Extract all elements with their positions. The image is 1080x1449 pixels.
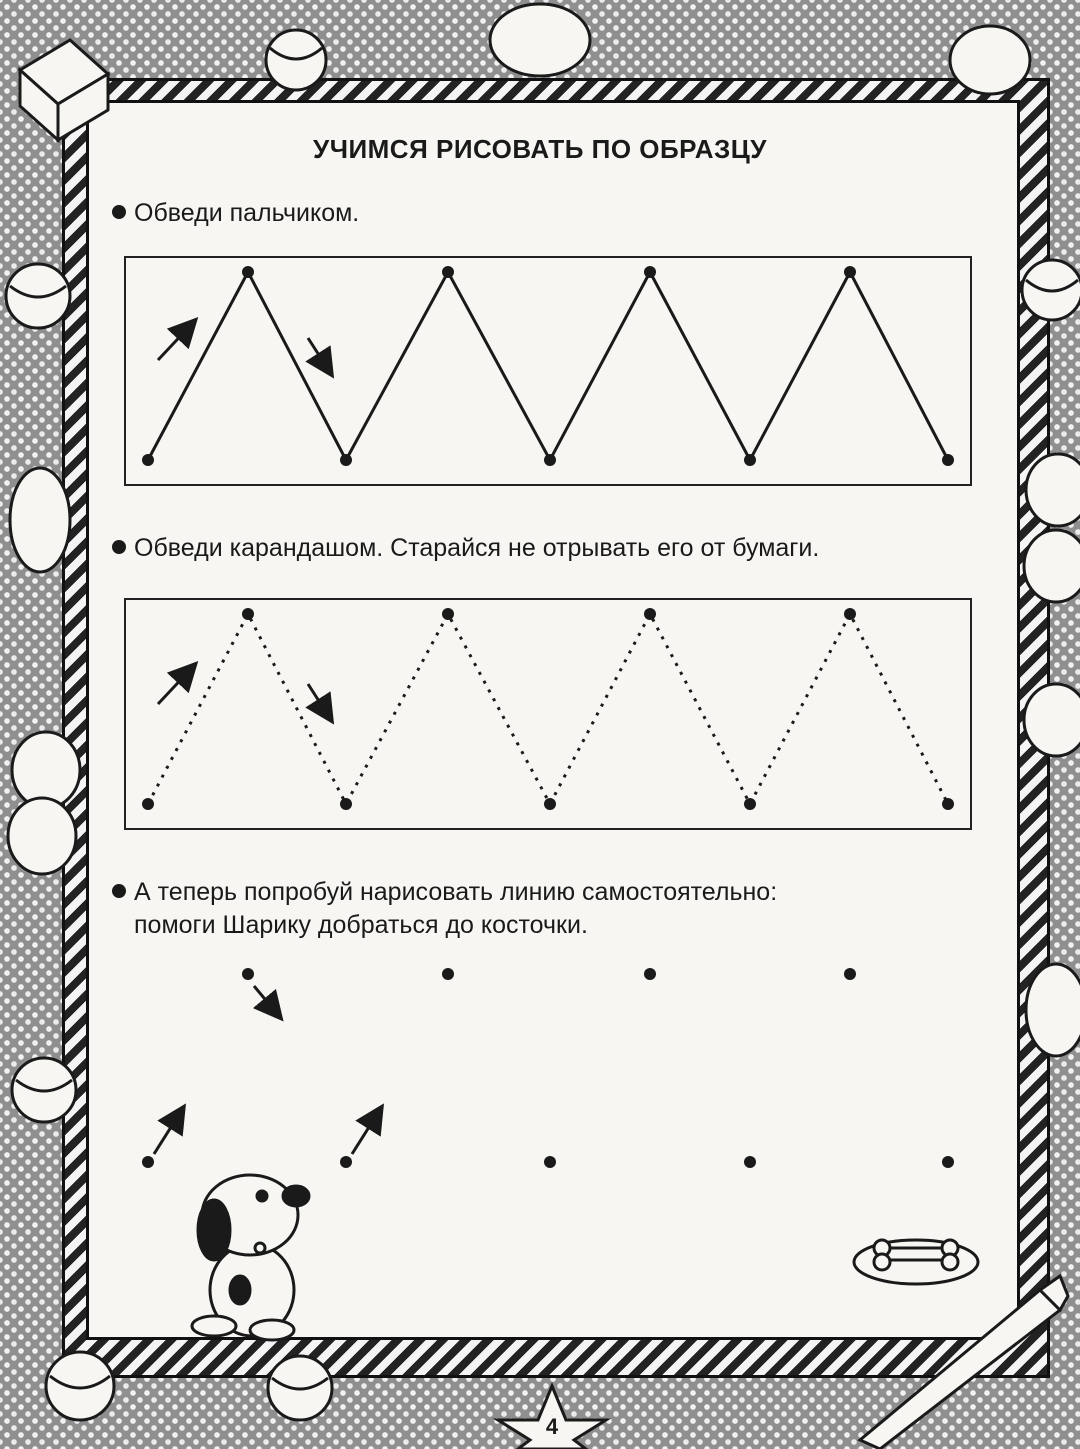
dot bbox=[942, 454, 954, 466]
dot bbox=[242, 968, 254, 980]
pencil-icon bbox=[860, 1276, 1068, 1449]
arrow-icon bbox=[308, 338, 326, 366]
dot bbox=[644, 608, 656, 620]
dot bbox=[142, 454, 154, 466]
task-1-zigzag bbox=[142, 266, 954, 466]
dot bbox=[844, 266, 856, 278]
bone-on-plate-icon bbox=[854, 1240, 978, 1284]
page-title: УЧИМСЯ РИСОВАТЬ ПО ОБРАЗЦУ bbox=[313, 134, 767, 164]
dot bbox=[744, 454, 756, 466]
dot bbox=[340, 454, 352, 466]
dot bbox=[942, 798, 954, 810]
dot bbox=[442, 266, 454, 278]
task-1-text: Обведи пальчиком. bbox=[134, 199, 360, 227]
dot bbox=[644, 968, 656, 980]
cube-icon bbox=[20, 40, 108, 140]
dot bbox=[844, 608, 856, 620]
arrow-icon bbox=[308, 684, 326, 712]
solid-zigzag-line bbox=[148, 272, 948, 460]
zigzag-dots bbox=[142, 266, 954, 466]
dot bbox=[142, 1156, 154, 1168]
dot bbox=[942, 1156, 954, 1168]
dot bbox=[340, 1156, 352, 1168]
arrow-icon bbox=[158, 672, 188, 704]
dot bbox=[442, 968, 454, 980]
task-3-line-1: А теперь попробуй нарисовать линию самостоятельно: bbox=[134, 878, 778, 906]
dot bbox=[844, 968, 856, 980]
dot bbox=[544, 454, 556, 466]
arrow-icon bbox=[254, 986, 274, 1010]
zigzag-dots bbox=[142, 608, 954, 810]
task-3-dots bbox=[142, 968, 954, 1168]
arrow-icon bbox=[154, 1116, 178, 1154]
dot bbox=[142, 798, 154, 810]
dot bbox=[340, 798, 352, 810]
arrow-icon bbox=[352, 1116, 376, 1154]
dot bbox=[242, 608, 254, 620]
dot bbox=[442, 608, 454, 620]
arrow-icon bbox=[158, 328, 188, 360]
dot bbox=[644, 266, 656, 278]
dot bbox=[544, 1156, 556, 1168]
dot bbox=[242, 266, 254, 278]
task-2-dotted-zigzag bbox=[142, 608, 954, 810]
dot bbox=[744, 1156, 756, 1168]
ball-icon bbox=[6, 30, 1080, 1420]
dog-icon bbox=[192, 1175, 309, 1340]
page-number: 4 bbox=[545, 1414, 559, 1439]
task-3-line-2: помоги Шарику добраться до косточки. bbox=[134, 911, 588, 939]
balloon-icon bbox=[8, 4, 1080, 1056]
task-2-text: Обведи карандашом. Старайся не отрывать его от бумаги. bbox=[134, 534, 820, 562]
dotted-zigzag-line bbox=[148, 614, 948, 804]
dot bbox=[744, 798, 756, 810]
dot bbox=[544, 798, 556, 810]
